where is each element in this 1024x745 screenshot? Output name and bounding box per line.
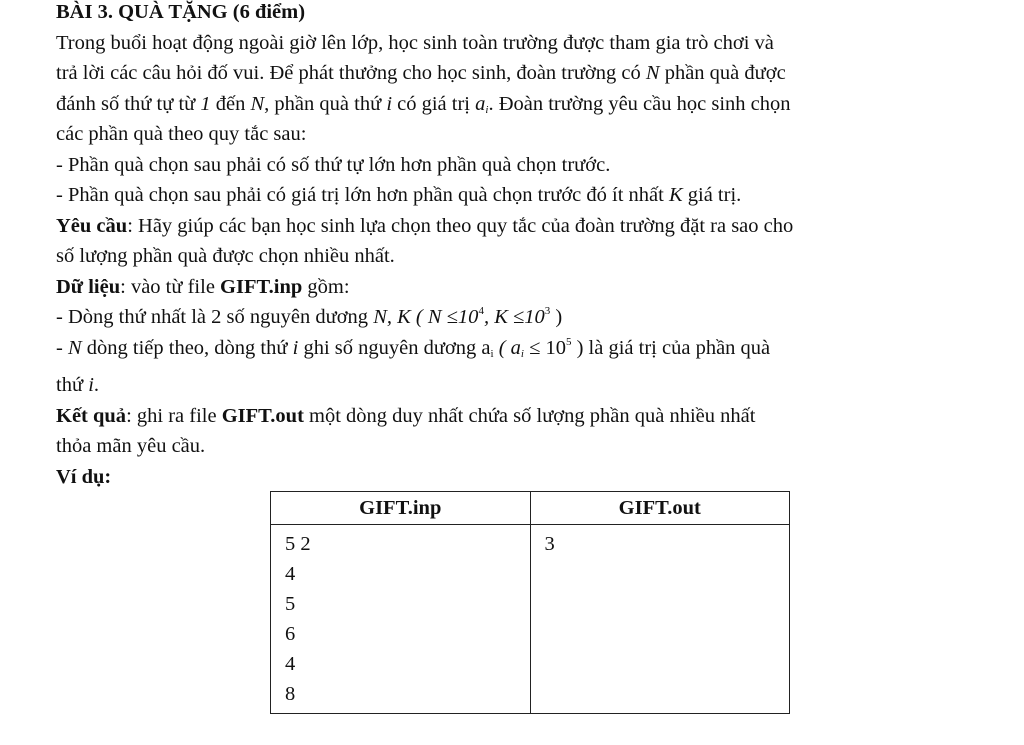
example-label: Ví dụ: bbox=[56, 465, 112, 488]
example-input-line: 6 bbox=[285, 623, 296, 645]
example-input-line: 8 bbox=[285, 683, 296, 705]
requirement-line-2: số lượng phần quà được chọn nhiều nhất. bbox=[56, 245, 395, 267]
input-label: Dữ liệu bbox=[56, 275, 121, 298]
intro-line-2: trả lời các câu hỏi đố vui. Để phát thưởng cho học sinh, đoàn trường có N phần quà được bbox=[56, 62, 786, 84]
output-label: Kết quả bbox=[56, 404, 127, 427]
example-header-row bbox=[271, 492, 790, 525]
input-heading: Dữ liệu: vào từ file GIFT.inp gồm: bbox=[56, 275, 350, 298]
output-line-2: thỏa mãn yêu cầu. bbox=[56, 435, 206, 457]
example-header-input: GIFT.inp bbox=[271, 492, 531, 525]
example-input-line: 4 bbox=[285, 653, 296, 675]
input-line-2: - N dòng tiếp theo, dòng thứ i ghi số nguyên dương $a_i$ ( $a_i \le 10^5$ ) là giá trị của phần quà bbox=[56, 335, 771, 360]
example-input-line: 5 bbox=[285, 593, 296, 615]
intro-line-1: Trong buổi hoạt động ngoài giờ lên lớp, học sinh toàn trường được tham gia trò chơi và bbox=[56, 31, 774, 54]
example-output-line: 3 bbox=[544, 533, 555, 555]
problem-document bbox=[56, 0, 1011, 492]
example-input-cell bbox=[271, 525, 531, 714]
intro-line-4: các phần quà theo quy tắc sau: bbox=[56, 123, 307, 145]
requirement-label: Yêu cầu bbox=[56, 214, 128, 237]
example-output-cell bbox=[530, 525, 790, 714]
output-file-name: GIFT.out bbox=[221, 404, 304, 427]
example-table bbox=[270, 491, 790, 714]
input-line-3: thứ i. bbox=[56, 374, 100, 396]
rule-2: - Phần quà chọn sau phải có giá trị lớn hơn phần quà chọn trước đó ít nhất K giá trị. bbox=[56, 184, 742, 206]
rule-1: - Phần quà chọn sau phải có số thứ tự lớn hơn phần quà chọn trước. bbox=[56, 153, 611, 176]
requirement-line-1: Yêu cầu: Hãy giúp các bạn học sinh lựa chọn theo quy tắc của đoàn trường đặt ra sao cho bbox=[56, 214, 794, 237]
example-header-output: GIFT.out bbox=[530, 492, 790, 525]
input-file-name: GIFT.inp bbox=[220, 275, 303, 298]
example-data-row bbox=[271, 525, 790, 714]
intro-line-3: đánh số thứ tự từ 1 đến N, phần quà thứ i có giá trị $a_i$. Đoàn trường yêu cầu học sinh chọn bbox=[56, 92, 791, 116]
example-input-line: 5 2 bbox=[285, 533, 311, 555]
output-heading: Kết quả: ghi ra file GIFT.out một dòng duy nhất chứa số lượng phần quà nhiều nhất bbox=[56, 404, 756, 427]
input-line-1: - Dòng thứ nhất là 2 số nguyên dương N, K ( $N \le 10^4$, $K \le 10^3$ ) bbox=[56, 305, 563, 328]
example-input-line: 4 bbox=[285, 563, 296, 585]
problem-title: BÀI 3. QUÀ TẶNG (6 điểm) bbox=[56, 1, 306, 23]
